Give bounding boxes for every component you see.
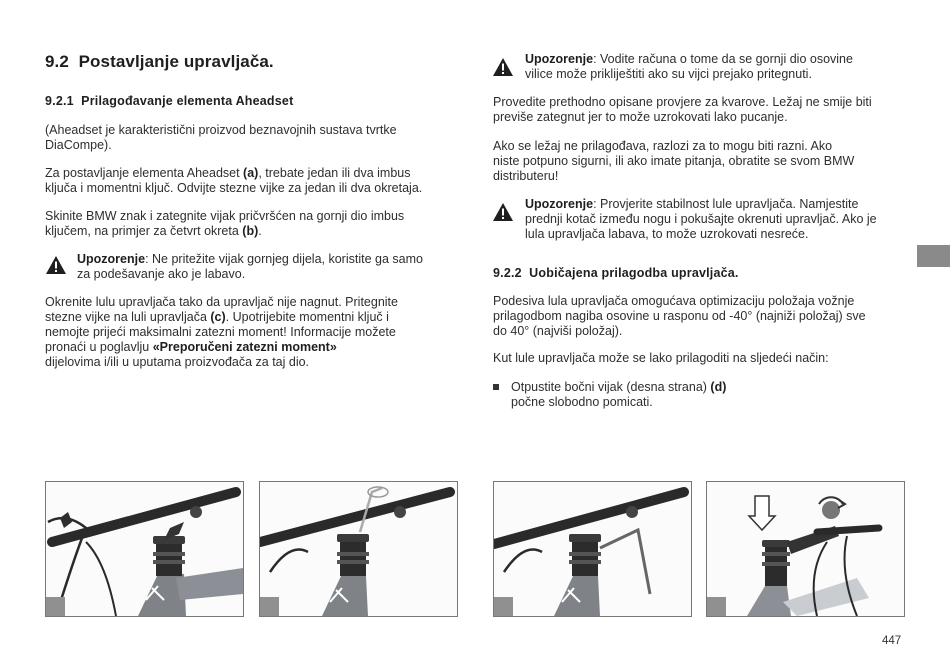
figure-ref-c: (c) [210, 310, 226, 324]
text-line: DiaCompe). [45, 138, 112, 152]
figure-a-illustration [46, 482, 243, 616]
warning-label: Upozorenje [525, 197, 594, 211]
text-line: (Aheadset je karakteristični proizvod beznavojnih sustava tvrtke [45, 123, 397, 137]
subsection-title: Prilagođavanje elementa Aheadset [81, 94, 294, 108]
subsection-number: 9.2.2 [493, 266, 522, 280]
warning-triangle-icon [492, 202, 514, 222]
chapter-reference: «Preporučeni zatezni moment» [152, 340, 337, 354]
warning-triangle-icon [492, 57, 514, 77]
subsection-heading-1 [45, 94, 293, 108]
text-line: prilagodbom nagiba osovine u rasponu od -40° (najniži položaj) sve [493, 309, 866, 323]
text-line: dijelovima i/ili u uputama proizvođača za taj dio. [45, 355, 310, 369]
figure-label-marker [494, 597, 513, 616]
warning-note-1 [77, 252, 423, 282]
text-line: distributeru! [493, 169, 559, 183]
figure-label-marker [46, 597, 65, 616]
subsection-title: Uobičajena prilagodba upravljača. [529, 266, 739, 280]
warning-triangle-icon [45, 255, 67, 275]
paragraph-bmw-logo [45, 209, 404, 239]
text-line: Upozorenje: Ne pritežite vijak gornjeg dijela, koristite ga samo [77, 252, 423, 266]
paragraph-adjustable-stem [493, 294, 866, 339]
warning-note-3 [525, 197, 877, 242]
section-heading [45, 52, 274, 72]
text-line: niste potpuno sigurni, ili ako imate pitanja, obratite se svom BMW [493, 154, 855, 168]
text-line: Skinite BMW znak i zategnite vijak pričvršćen na gornji dio imbus [45, 209, 405, 223]
text-line: počne slobodno pomicati. [511, 395, 653, 409]
text-line: lula upravljača labava, to može uzrokovati nesreće. [525, 227, 809, 241]
section-number: 9.2 [45, 52, 69, 71]
text-line: stezne vijke na luli upravljača (c). Upotrijebite momentni ključ i [45, 310, 389, 324]
text-line: ključa i momentni ključ. Odvijte stezne vijke za jedan ili dva okretaja. [45, 181, 423, 195]
text-line: Otpustite bočni vijak (desna strana) (d) [511, 380, 727, 394]
figure-ref-b: (b) [242, 224, 259, 238]
page-number: 447 [882, 635, 902, 647]
text-line: pronaći u poglavlju «Preporučeni zatezni moment» [45, 340, 337, 354]
subsection-number: 9.2.1 [45, 94, 74, 108]
text-line: ključem, na primjer za četvrt okreta (b). [45, 224, 262, 238]
paragraph-distributor [493, 139, 854, 184]
figure-label-marker [260, 597, 279, 616]
text-line: nemojte prijeći maksimalni zatezni moment! Informacije možete [45, 325, 396, 339]
figure-label-marker [707, 597, 726, 616]
chapter-tab-marker [917, 245, 950, 267]
figure-ref-d: (d) [710, 380, 727, 394]
figure-b-illustration [260, 482, 457, 616]
text-line: Upozorenje: Vodite računa o tome da se gornji dio osovine [525, 52, 853, 66]
text-line: Provedite prethodno opisane provjere za kvarove. Ležaj ne smije biti [493, 95, 872, 109]
warning-label: Upozorenje [77, 252, 146, 266]
paragraph-aheadset-intro [45, 123, 397, 153]
subsection-heading-2 [493, 266, 739, 280]
paragraph-tools [45, 166, 422, 196]
figure-d-illustration [707, 482, 904, 616]
paragraph-angle-method [493, 351, 829, 366]
figure-c [493, 481, 692, 617]
text-line: za podešavanje ako je labavo. [77, 267, 246, 281]
text-line: prednji kotač između nogu i pokušajte okrenuti upravljač. Ako je [525, 212, 877, 226]
text-line: vilice može prikliještiti ako su vijci prejako pritegnuti. [525, 67, 812, 81]
text-line: Podesiva lula upravljača omogućava optimizaciju položaja vožnje [493, 294, 855, 308]
figure-ref-a: (a) [243, 166, 259, 180]
paragraph-tighten-stem [45, 295, 398, 370]
text-line: do 40° (najviši položaj). [493, 324, 623, 338]
text-line: Za postavljanje elementa Aheadset (a), trebate jedan ili dva imbus [45, 166, 411, 180]
section-title: Postavljanje upravljača. [78, 52, 274, 71]
figure-c-illustration [494, 482, 691, 616]
paragraph-checks [493, 95, 872, 125]
figure-a [45, 481, 244, 617]
warning-note-2 [525, 52, 853, 82]
figure-d [706, 481, 905, 617]
bullet-step-1 [511, 380, 726, 410]
text-line: Upozorenje: Provjerite stabilnost lule upravljača. Namjestite [525, 197, 859, 211]
square-bullet-icon [493, 384, 499, 390]
text-line: Kut lule upravljača može se lako prilagoditi na sljedeći način: [493, 351, 829, 365]
figure-b [259, 481, 458, 617]
text-line: Ako se ležaj ne prilagođava, razlozi za to mogu biti razni. Ako [493, 139, 833, 153]
text-line: Okrenite lulu upravljača tako da upravljač nije nagnut. Pritegnite [45, 295, 398, 309]
text-line: previše zategnut jer to može uzrokovati lako pucanje. [493, 110, 788, 124]
warning-label: Upozorenje [525, 52, 594, 66]
